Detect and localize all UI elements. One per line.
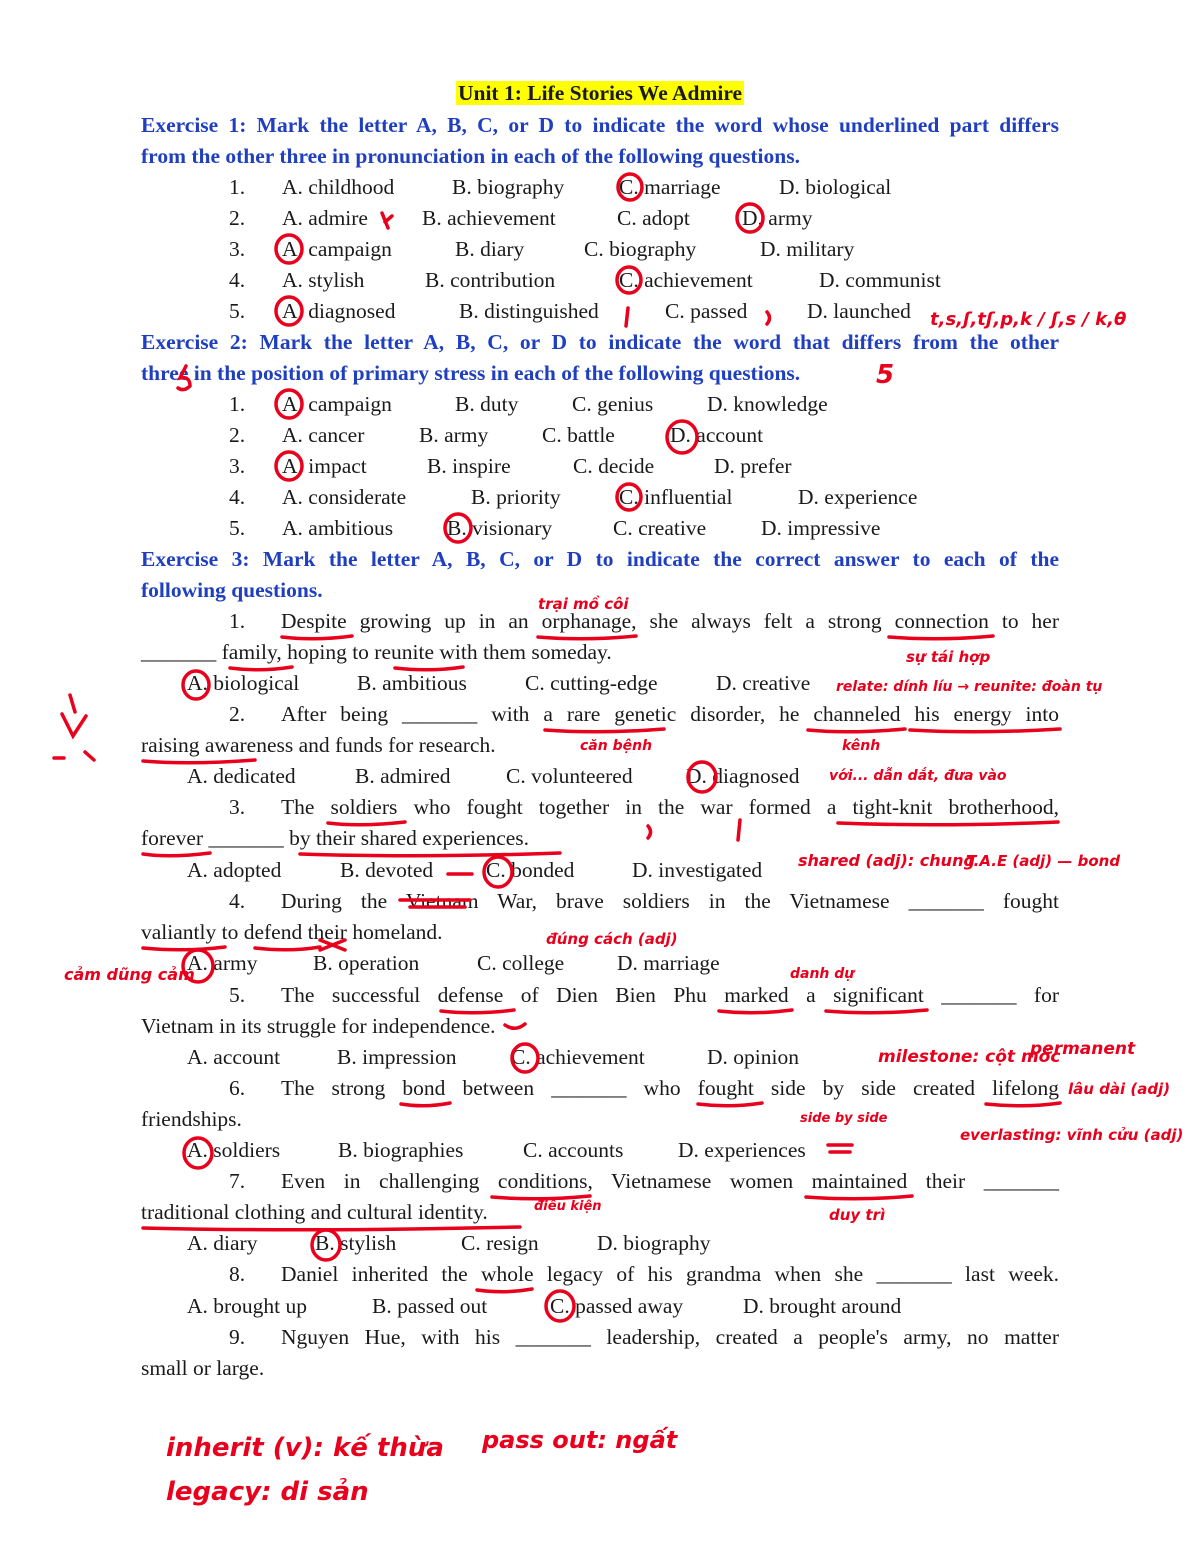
underline-mark xyxy=(889,636,993,639)
question-stem-cont: raising awareness and funds for research. xyxy=(141,733,496,757)
option-b[interactable]: B. biographies xyxy=(338,1138,464,1162)
ink-mark xyxy=(767,312,770,324)
ink-text: cảm dũng cảm xyxy=(64,965,195,984)
question-stem-cont: forever _______ by their shared experiences. xyxy=(141,826,530,850)
ink-text: đúng cách (adj) xyxy=(546,930,678,948)
option-a[interactable]: A. ambitious xyxy=(282,516,394,540)
ink-text: duy trì xyxy=(829,1206,886,1224)
ink-mark xyxy=(382,213,392,228)
ex3-instruction: Exercise 3: Mark the letter A, B, C, or D to indicate the correct answer to each of the xyxy=(141,547,1059,571)
option-c[interactable]: C. battle xyxy=(542,423,615,447)
page-title: Unit 1: Life Stories We Admire xyxy=(457,81,743,105)
ex2-instruction-cont: three in the position of primary stress in each of the following questions. xyxy=(141,361,801,385)
option-c[interactable]: C. biography xyxy=(584,237,697,261)
ink-text: lâu dài (adj) xyxy=(1068,1080,1171,1098)
option-b[interactable]: B. operation xyxy=(313,951,420,975)
option-b[interactable]: B. stylish xyxy=(315,1231,397,1255)
underline-mark xyxy=(477,1289,532,1292)
option-a[interactable]: A. army xyxy=(187,951,258,975)
option-d[interactable]: D. marriage xyxy=(617,951,720,975)
option-b[interactable]: B. army xyxy=(419,423,489,447)
ink-text: t,s,ʃ,tʃ,p,k / ʃ,s / k,θ xyxy=(930,309,1127,330)
option-a[interactable]: A. childhood xyxy=(282,175,395,199)
option-a[interactable]: A. campaign xyxy=(282,392,392,416)
option-b[interactable]: B. achievement xyxy=(422,206,556,230)
option-d[interactable]: D. army xyxy=(742,206,813,230)
option-c[interactable]: C. passed xyxy=(665,299,748,323)
ink-mark xyxy=(648,826,651,838)
ex2-instruction: Exercise 2: Mark the letter A, B, C, or D to indicate the word that differs from the other xyxy=(141,330,1059,354)
option-b[interactable]: B. duty xyxy=(455,392,519,416)
underline-mark xyxy=(826,1010,927,1013)
option-d[interactable]: D. communist xyxy=(819,268,941,292)
option-b[interactable]: B. distinguished xyxy=(459,299,599,323)
ink-text: inherit (v): kế thừa xyxy=(166,1433,444,1463)
option-d[interactable]: D. knowledge xyxy=(707,392,828,416)
option-b[interactable]: B. devoted xyxy=(340,858,434,882)
ink-text: căn bệnh xyxy=(580,738,653,754)
option-b[interactable]: B. impression xyxy=(337,1045,457,1069)
option-d[interactable]: D. experience xyxy=(798,485,918,509)
ink-text: sự tái hợp xyxy=(906,648,991,666)
option-d[interactable]: D. brought around xyxy=(743,1294,902,1318)
ex1-instruction: Exercise 1: Mark the letter A, B, C, or D to indicate the word whose underlined part differs xyxy=(141,113,1059,137)
option-b[interactable]: B. visionary xyxy=(447,516,553,540)
option-a[interactable]: A. diagnosed xyxy=(282,299,396,323)
question-stem: The successful defense of Dien Bien Phu marked a significant _______ for xyxy=(281,983,1059,1007)
underline-mark xyxy=(300,853,560,856)
option-c[interactable]: C. marriage xyxy=(619,175,721,199)
option-d[interactable]: D. experiences xyxy=(678,1138,806,1162)
ink-text: pass out: ngất xyxy=(482,1426,678,1454)
option-c[interactable]: C. influential xyxy=(619,485,733,509)
question-stem: Despite growing up in an orphanage, she always felt a strong connection to her xyxy=(281,609,1059,633)
option-c[interactable]: C. adopt xyxy=(617,206,690,230)
option-d[interactable]: D. diagnosed xyxy=(686,764,800,788)
option-c[interactable]: C. genius xyxy=(572,392,654,416)
option-b[interactable]: B. diary xyxy=(455,237,525,261)
question-stem-cont: traditional clothing and cultural identity. xyxy=(141,1200,488,1224)
option-d[interactable]: D. biography xyxy=(597,1231,711,1255)
question-stem-cont: valiantly to defend their homeland. xyxy=(141,920,443,944)
ink-text: điều kiện xyxy=(534,1199,602,1214)
ink-text: milestone: cột mốc xyxy=(878,1047,1061,1067)
ex1-instruction-cont: from the other three in pronunciation in each of the following questions. xyxy=(141,144,800,168)
question-stem: The soldiers who fought together in the war formed a tight-knit brotherhood, xyxy=(281,795,1059,819)
option-b[interactable]: B. admired xyxy=(355,764,451,788)
option-d[interactable]: D. investigated xyxy=(632,858,763,882)
option-d[interactable]: D. creative xyxy=(716,671,811,695)
ink-text: everlasting: vĩnh cửu (adj) xyxy=(960,1126,1184,1144)
option-d[interactable]: D. launched xyxy=(807,299,911,323)
underline-mark xyxy=(910,729,1060,732)
ink-mark xyxy=(738,820,740,840)
ink-text: shared (adj): chung xyxy=(798,851,975,870)
underline-mark xyxy=(143,853,210,856)
option-a[interactable]: A. admire xyxy=(282,206,368,230)
option-c[interactable]: C. bonded xyxy=(486,858,575,882)
option-d[interactable]: D. opinion xyxy=(707,1045,799,1069)
option-a[interactable]: A. impact xyxy=(282,454,367,478)
ink-text: danh dự xyxy=(790,966,855,982)
option-d[interactable]: D. prefer xyxy=(714,454,792,478)
underline-mark xyxy=(719,1010,792,1013)
option-b[interactable]: B. contribution xyxy=(425,268,556,292)
option-a[interactable]: A. dedicated xyxy=(187,764,296,788)
question-stem: Daniel inherited the whole legacy of his grandma when she _______ last week. xyxy=(281,1262,1059,1286)
underline-mark xyxy=(806,1196,912,1199)
option-c[interactable]: C. cutting-edge xyxy=(525,671,658,695)
option-a[interactable]: A. cancer xyxy=(282,423,365,447)
ink-text: T.A.E (adj) — bond xyxy=(966,852,1121,870)
option-d[interactable]: D. biological xyxy=(779,175,892,199)
question-stem-cont: Vietnam in its struggle for independence. xyxy=(141,1014,496,1038)
option-a[interactable]: A. diary xyxy=(187,1231,258,1255)
option-a[interactable]: A. considerate xyxy=(282,485,407,509)
ink-text: với... dẫn dắt, đưa vào xyxy=(829,768,1007,784)
option-a[interactable]: A. adopted xyxy=(187,858,282,882)
underline-mark xyxy=(698,1103,762,1106)
ink-text: legacy: di sản xyxy=(166,1477,369,1507)
option-c[interactable]: C. accounts xyxy=(523,1138,624,1162)
underline-mark xyxy=(545,729,664,732)
underline-mark xyxy=(808,729,905,732)
option-a[interactable]: A. biological xyxy=(187,671,300,695)
option-a[interactable]: A. soldiers xyxy=(187,1138,281,1162)
option-a[interactable]: A. account xyxy=(187,1045,281,1069)
option-d[interactable]: D. account xyxy=(670,423,764,447)
option-b[interactable]: B. inspire xyxy=(427,454,511,478)
question-stem-cont: friendships. xyxy=(141,1107,242,1131)
option-a[interactable]: A. stylish xyxy=(282,268,365,292)
ink-text: kênh xyxy=(842,738,881,754)
question-stem: The strong bond between _______ who fought side by side created lifelong xyxy=(281,1076,1059,1100)
option-c[interactable]: C. passed away xyxy=(550,1294,684,1318)
option-a[interactable]: A. campaign xyxy=(282,237,392,261)
ink-mark xyxy=(505,1024,525,1028)
underline-mark xyxy=(986,1103,1060,1106)
option-c[interactable]: C. decide xyxy=(573,454,655,478)
ink-text: 5 xyxy=(876,360,895,390)
option-c[interactable]: C. achievement xyxy=(511,1045,645,1069)
ex3-instruction-cont: following questions. xyxy=(141,578,323,602)
option-c[interactable]: C. volunteered xyxy=(506,764,633,788)
ink-mark xyxy=(828,1145,852,1152)
ink-mark xyxy=(626,308,628,326)
option-c[interactable]: C. resign xyxy=(461,1231,539,1255)
option-b[interactable]: B. biography xyxy=(452,175,565,199)
question-stem: Nguyen Hue, with his _______ leadership, created a people's army, no matter xyxy=(281,1325,1059,1349)
underline-mark xyxy=(838,822,1058,825)
question-stem-cont: _______ family, hoping to reunite with them someday. xyxy=(141,640,612,664)
underline-mark xyxy=(255,947,320,950)
question-stem-cont: small or large. xyxy=(141,1356,265,1380)
question-stem: After being _______ with a rare genetic disorder, he channeled his energy into xyxy=(281,702,1059,726)
option-a[interactable]: A. brought up xyxy=(187,1294,308,1318)
option-d[interactable]: D. military xyxy=(760,237,855,261)
question-stem: Even in challenging conditions, Vietnamese women maintained their _______ xyxy=(281,1169,1059,1193)
ink-mark xyxy=(54,695,94,760)
option-b[interactable]: B. priority xyxy=(471,485,561,509)
option-b[interactable]: B. passed out xyxy=(372,1294,488,1318)
option-c[interactable]: C. creative xyxy=(613,516,707,540)
option-c[interactable]: C. achievement xyxy=(619,268,753,292)
option-c[interactable]: C. college xyxy=(477,951,565,975)
ink-text: permanent xyxy=(1030,1039,1136,1059)
underline-mark xyxy=(401,1103,450,1106)
ink-text: side by side xyxy=(800,1111,888,1126)
option-b[interactable]: B. ambitious xyxy=(357,671,467,695)
underline-mark xyxy=(492,1196,590,1199)
option-d[interactable]: D. impressive xyxy=(761,516,881,540)
ink-text: trại mồ côi xyxy=(538,595,629,613)
ink-text: relate: dính líu → reunite: đoàn tụ xyxy=(836,679,1103,695)
question-stem: During the Vietnam War, brave soldiers in the Vietnamese _______ fought xyxy=(281,889,1059,913)
